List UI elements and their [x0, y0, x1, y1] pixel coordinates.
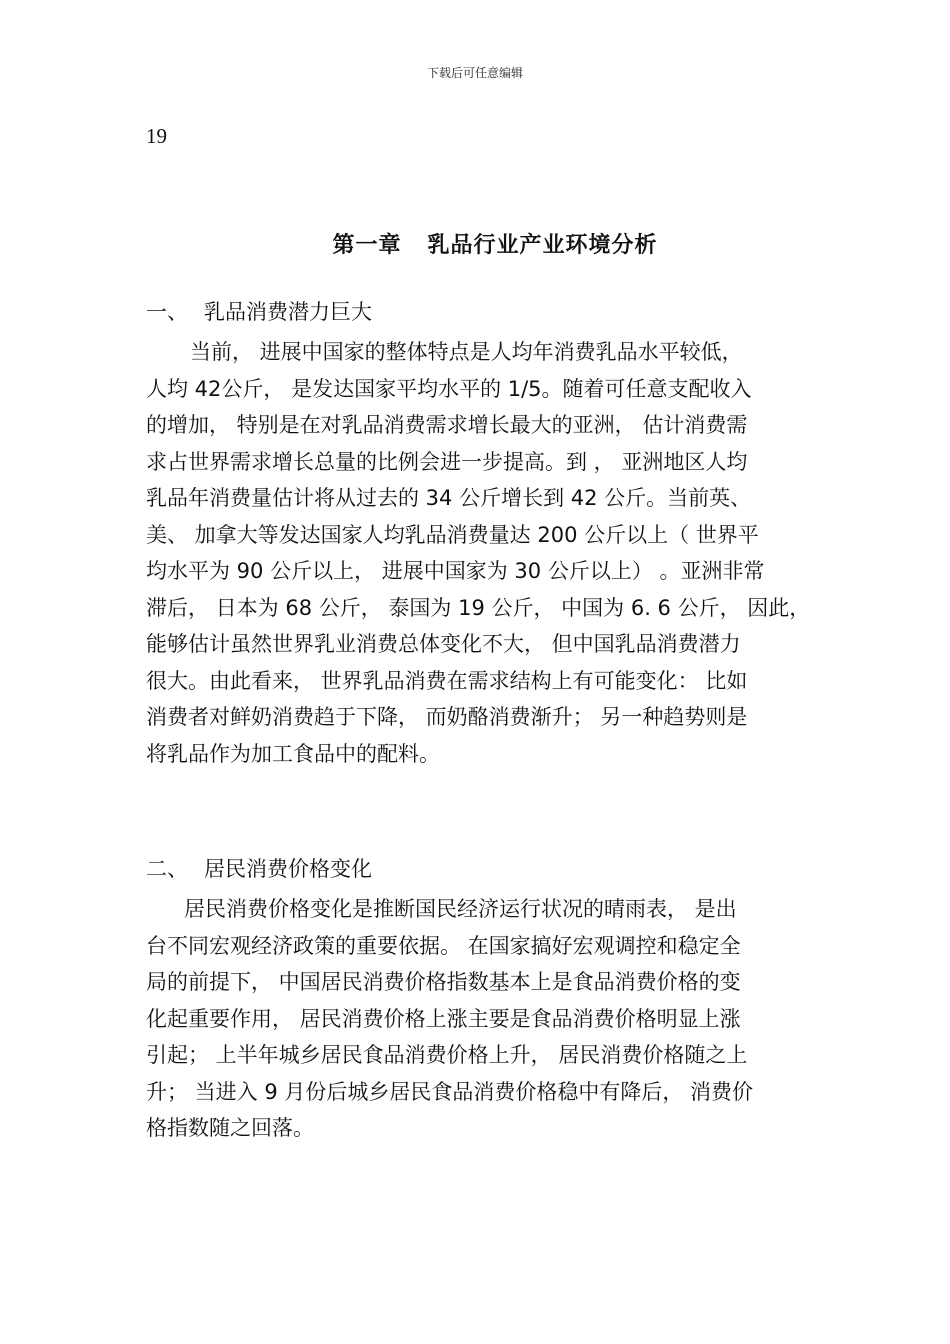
- section-number: 一、: [146, 300, 188, 324]
- paragraph-line: 能够估计虽然世界乳业消费总体变化不大， 但中国乳品消费潜力: [146, 632, 741, 656]
- section-title: 乳品消费潜力巨大: [204, 300, 372, 324]
- paragraph-line: 将乳品作为加工食品中的配料。: [146, 741, 440, 766]
- section-heading-2: [146, 853, 372, 883]
- paragraph-line: 居民消费价格变化是推断国民经济运行状况的晴雨表， 是出: [184, 897, 737, 921]
- paragraph-line: 升； 当进入 9 月份后城乡居民食品消费价格稳中有降后， 消费价: [146, 1079, 754, 1104]
- paragraph-line: 很大。由此看来， 世界乳品消费在需求结构上有可能变化： 比如: [146, 668, 748, 693]
- section-2-paragraph: [146, 891, 806, 1147]
- paragraph-line: 格指数随之回落。: [146, 1116, 314, 1140]
- paragraph-line: 人均 42公斤， 是发达国家平均水平的 1/5。随着可任意支配收入: [146, 376, 752, 401]
- paragraph-line: 消费者对鲜奶消费趋于下降， 而奶酪消费渐升； 另一种趋势则是: [146, 705, 748, 729]
- section-1-paragraph: [146, 334, 811, 772]
- paragraph-line: 局的前提下， 中国居民消费价格指数基本上是食品消费价格的变: [146, 970, 741, 994]
- paragraph-line: 乳品年消费量估计将从过去的 34 公斤增长到 42 公斤。当前英、: [146, 486, 752, 510]
- section-heading-1: [146, 296, 372, 326]
- section-number: 二、: [146, 857, 188, 881]
- paragraph-line: 美、 加拿大等发达国家人均乳品消费量达 200 公斤以上（ 世界平: [146, 522, 759, 547]
- paragraph-line: 当前， 进展中国家的整体特点是人均年消费乳品水平较低，: [190, 340, 743, 364]
- paragraph-line: 化起重要作用， 居民消费价格上涨主要是食品消费价格明显上涨: [146, 1006, 741, 1031]
- page-header: 下载后可任意编辑: [426, 66, 523, 80]
- paragraph-line: 引起； 上半年城乡居民食品消费价格上升， 居民消费价格随之上: [146, 1043, 748, 1067]
- chapter-title: [0, 228, 950, 259]
- section-title: 居民消费价格变化: [204, 857, 372, 881]
- paragraph-line: 的增加， 特别是在对乳品消费需求增长最大的亚洲， 估计消费需: [146, 413, 748, 437]
- paragraph-line: 滞后， 日本为 68 公斤， 泰国为 19 公斤， 中国为 6. 6 公斤， 因此，: [146, 595, 811, 620]
- page-number: 19: [146, 124, 167, 148]
- paragraph-line: 均水平为 90 公斤以上， 进展中国家为 30 公斤以上） 。亚洲非常: [146, 559, 765, 583]
- paragraph-line: 求占世界需求增长总量的比例会进一步提高。到 ， 亚洲地区人均: [146, 449, 748, 474]
- chapter-label: 第一章: [332, 233, 402, 258]
- chapter-title-text: 乳品行业产业环境分析: [427, 233, 658, 258]
- paragraph-line: 台不同宏观经济政策的重要依据。 在国家搞好宏观调控和稳定全: [146, 933, 741, 958]
